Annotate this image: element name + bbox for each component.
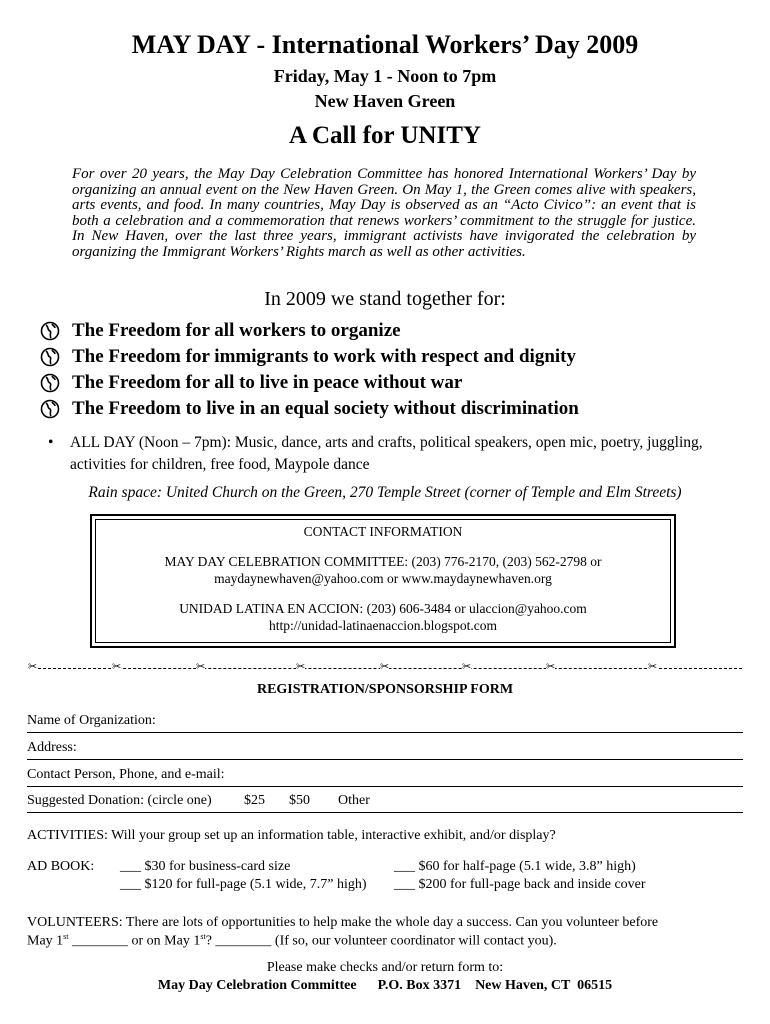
globe-icon	[40, 399, 60, 419]
volunteers-text: VOLUNTEERS: There are lots of opportunities to help make the whole day a success. Can you volunteer before	[27, 915, 659, 930]
freedom-item	[40, 320, 401, 342]
freedom-item	[40, 372, 462, 394]
mailing-address: May Day Celebration Committee P.O. Box 3371 New Haven, CT 06515	[157, 978, 613, 993]
intro-paragraph: For over 20 years, the May Day Celebration Committee has honored International Workers’ Day by organizing an annual event on the New Haven Green. On May 1, the Green comes alive with speakers, arts events, and food. In many countries, May Day is observed as an “Acto Civico”: an event that is both a celebration and a commemoration that renews workers’ commitment to the struggle for justice. In New Haven, over the last three years, immigrant activists have invigorated the celebration by organizing the Immigrant Workers’ Rights march as well as other activities.	[72, 166, 696, 260]
organization-field[interactable]	[27, 710, 743, 733]
donation-option-50[interactable]: $50	[289, 793, 310, 808]
freedom-text: The Freedom for all workers to organize	[72, 320, 401, 341]
unidad-contact: UNIDAD LATINA EN ACCION: (203) 606-3484 or ulaccion@yahoo.com	[179, 601, 587, 616]
ad-book-label: AD BOOK:	[27, 859, 95, 874]
freedom-text: The Freedom to live in an equal society without discrimination	[72, 398, 579, 419]
globe-icon	[40, 373, 60, 393]
event-date: Friday, May 1 - Noon to 7pm	[273, 66, 497, 86]
scissors-icon: ✂	[648, 660, 658, 673]
committee-web: maydaynewhaven@yahoo.com or www.maydaynewhaven.org	[214, 571, 552, 586]
ordinal-suffix: st	[200, 932, 206, 941]
ad-option-200[interactable]: ___ $200 for full-page back and inside cover	[394, 877, 646, 892]
volunteers-date-2: ________ or on May 1	[68, 933, 201, 949]
scissors-icon: ✂	[112, 660, 122, 673]
scissors-icon: ✂	[380, 660, 390, 673]
bullet-icon: •	[48, 434, 54, 451]
scissors-icon: ✂	[462, 660, 472, 673]
activities-question: ACTIVITIES: Will your group set up an information table, interactive exhibit, and/or display?	[27, 828, 556, 843]
donation-option-25[interactable]: $25	[244, 793, 265, 808]
globe-icon	[40, 347, 60, 367]
contact-box	[90, 514, 676, 648]
contact-person-label: Contact Person, Phone, and e-mail:	[27, 767, 225, 782]
cut-line	[28, 660, 742, 673]
stand-heading: In 2009 we stand together for:	[264, 288, 506, 310]
globe-icon	[40, 321, 60, 341]
contact-heading: CONTACT INFORMATION	[303, 524, 463, 539]
freedom-text: The Freedom for immigrants to work with respect and dignity	[72, 346, 577, 367]
freedom-item	[40, 346, 576, 368]
committee-contact: MAY DAY CELEBRATION COMMITTEE: (203) 776-2170, (203) 562-2798 or	[164, 554, 602, 569]
return-instructions: Please make checks and/or return form to:	[266, 960, 504, 975]
donation-option-other[interactable]: Other	[338, 793, 370, 808]
volunteers-dates[interactable]	[27, 932, 557, 950]
all-day-item	[48, 432, 748, 476]
freedom-item	[40, 398, 579, 420]
event-location: New Haven Green	[314, 91, 456, 111]
ad-option-30[interactable]: ___ $30 for business-card size	[120, 859, 291, 874]
donation-field	[27, 790, 743, 813]
scissors-icon: ✂	[28, 660, 38, 673]
page-title: MAY DAY - International Workers’ Day 2009	[131, 30, 639, 59]
form-heading: REGISTRATION/SPONSORSHIP FORM	[256, 682, 514, 697]
donation-label: Suggested Donation: (circle one)	[27, 793, 212, 808]
volunteers-date-1: May 1	[27, 933, 64, 949]
scissors-icon: ✂	[546, 660, 556, 673]
all-day-text: ALL DAY (Noon – 7pm): Music, dance, arts and crafts, political speakers, open mic, poetry, juggling, activities for children, free food, Maypole dance	[70, 434, 703, 473]
scissors-icon: ✂	[196, 660, 206, 673]
unidad-web: http://unidad-latinaenaccion.blogspot.com	[269, 618, 497, 633]
ad-option-120[interactable]: ___ $120 for full-page (5.1 wide, 7.7” high)	[120, 877, 367, 892]
organization-label: Name of Organization:	[27, 713, 156, 728]
address-label: Address:	[27, 740, 77, 755]
ad-option-60[interactable]: ___ $60 for half-page (5.1 wide, 3.8” high)	[394, 859, 636, 874]
scissors-icon: ✂	[296, 660, 306, 673]
ordinal-suffix: st	[63, 932, 69, 941]
address-field[interactable]	[27, 737, 743, 760]
contact-person-field[interactable]	[27, 764, 743, 787]
call-heading: A Call for UNITY	[289, 122, 481, 149]
rain-space: Rain space: United Church on the Green, 270 Temple Street (corner of Temple and Elm Streets)	[88, 484, 682, 501]
volunteers-note: ? ________ (If so, our volunteer coordinator will contact you).	[205, 933, 557, 949]
freedom-text: The Freedom for all to live in peace without war	[72, 372, 463, 393]
